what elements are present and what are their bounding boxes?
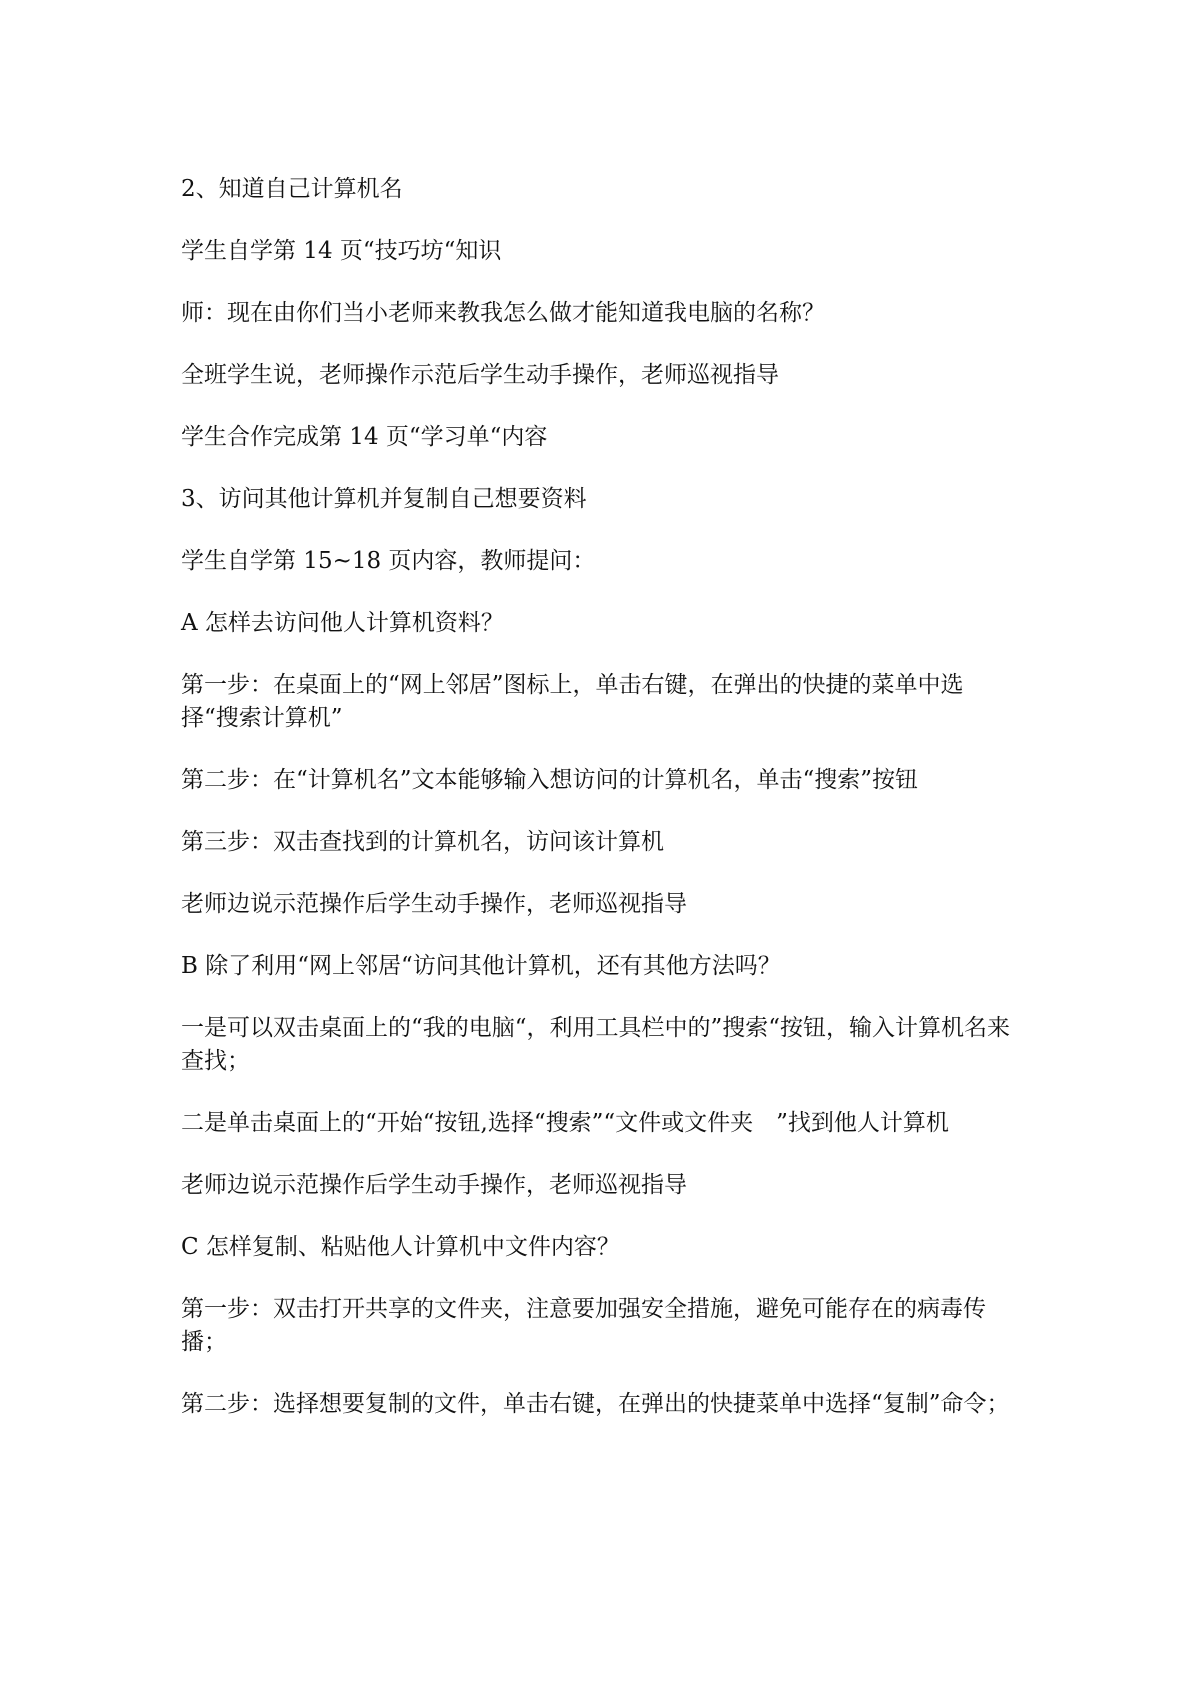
method-1: 一是可以双击桌面上的“我的电脑“，利用工具栏中的”搜索“按钮，输入计算机名来查找； [181, 1015, 1011, 1074]
question-b: B 除了利用“网上邻居“访问其他计算机，还有其他方法吗？ [181, 953, 781, 979]
paragraph: 老师边说示范操作后学生动手操作，老师巡视指导 [181, 1172, 687, 1198]
step-2: 第二步：选择想要复制的文件，单击右键，在弹出的快捷菜单中选择“复制”命令； [181, 1391, 1010, 1417]
question-c: C 怎样复制、粘贴他人计算机中文件内容？ [181, 1234, 620, 1260]
heading-2: 2、知道自己计算机名 [181, 176, 403, 202]
step-3: 第三步：双击查找到的计算机名，访问该计算机 [181, 829, 664, 855]
paragraph: 老师边说示范操作后学生动手操作，老师巡视指导 [181, 891, 687, 917]
question-a: A 怎样去访问他人计算机资料？ [181, 610, 504, 636]
document-body [181, 173, 1021, 1450]
paragraph: 全班学生说，老师操作示范后学生动手操作，老师巡视指导 [181, 362, 779, 388]
paragraph: 学生合作完成第 14 页“学习单“内容 [181, 424, 548, 450]
step-2: 第二步：在“计算机名”文本能够输入想访问的计算机名，单击“搜索”按钮 [181, 767, 919, 793]
paragraph: 学生自学第 15~18 页内容，教师提问： [181, 548, 596, 574]
step-1: 第一步：在桌面上的“网上邻居”图标上，单击右键，在弹出的快捷的菜单中选择“搜索计算机” [181, 672, 964, 731]
paragraph: 师：现在由你们当小老师来教我怎么做才能知道我电脑的名称？ [181, 300, 825, 326]
method-2: 二是单击桌面上的“开始“按钮,选择“搜索”“文件或文件夹 ”找到他人计算机 [181, 1110, 949, 1136]
paragraph: 学生自学第 14 页“技巧坊“知识 [181, 238, 502, 264]
step-1: 第一步：双击打开共享的文件夹，注意要加强安全措施，避免可能存在的病毒传播； [181, 1296, 986, 1355]
heading-3: 3、访问其他计算机并复制自己想要资料 [181, 486, 587, 512]
